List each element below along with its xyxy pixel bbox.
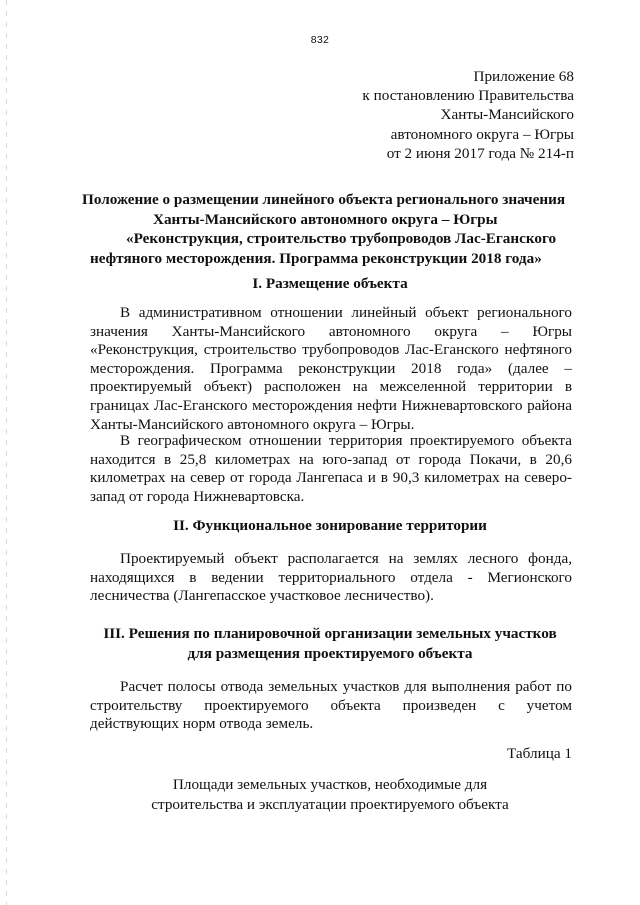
table-label: Таблица 1 (507, 745, 572, 762)
paragraph-zoning: Проектируемый объект располагается на землях лесного фонда, находящихся в ведении территориального отдела - Мегионского лесничества (Лангепасское участковое лесничество). (90, 550, 572, 605)
section-heading-planning (60, 624, 600, 663)
title-line: Положение о размещении линейного объекта регионального значения (82, 191, 566, 208)
appendix-line: Ханты-Мансийского (440, 106, 574, 124)
appendix-line: к постановлению Правительства (362, 87, 574, 105)
paragraph-planning: Расчет полосы отвода земельных участков для выполнения работ по строительству проектируемого объекта произведен с учетом действующих норм отвода земель. (90, 678, 572, 733)
heading-line: для размещения проектируемого объекта (187, 644, 473, 662)
title-line: «Реконструкция, строительство трубопроводов Лас-Еганского (126, 230, 557, 247)
appendix-line: Приложение 68 (473, 68, 574, 85)
caption-line: Площади земельных участков, необходимые для (172, 776, 488, 793)
scan-edge-line (6, 0, 7, 905)
title-line: нефтяного месторождения. Программа реконструкции 2018 года» (90, 249, 542, 267)
paragraph-administrative-location: В административном отношении линейный объект регионального значения Ханты-Мансийского автономного округа – Югры «Реконструкция, строительство трубопроводов Лас-Еганского нефтяного месторождения. Программа реконструкции 2018 года» (далее – проектируемый объект) расположен на межселенной территории в границах Лас-Еганского месторождения нефти Нижневартовского района Ханты-Мансийского автономного округа – Югры. (90, 304, 572, 433)
appendix-line: автономного округа – Югры (390, 125, 574, 143)
section-heading-placement: I. Размещение объекта (252, 275, 408, 292)
section-heading-zoning: II. Функциональное зонирование территории (173, 517, 487, 534)
document-title (60, 190, 600, 268)
heading-line: III. Решения по планировочной организации земельных участков (103, 625, 557, 642)
appendix-line: от 2 июня 2017 года № 214-п (386, 144, 574, 162)
caption-line: строительства и эксплуатации проектируемого объекта (151, 795, 509, 813)
title-line: Ханты-Мансийского автономного округа – Югры (153, 210, 498, 228)
table-caption (60, 775, 600, 814)
paragraph-geographic-location: В географическом отношении территория проектируемого объекта находится в 25,8 километрах на юго-запад от города Покачи, в 20,6 километрах на север от города Лангепаса и в 90,3 километрах на северо-запад от города Нижневартовска. (90, 432, 572, 505)
page-number: 832 (310, 34, 330, 46)
appendix-block (362, 67, 574, 163)
